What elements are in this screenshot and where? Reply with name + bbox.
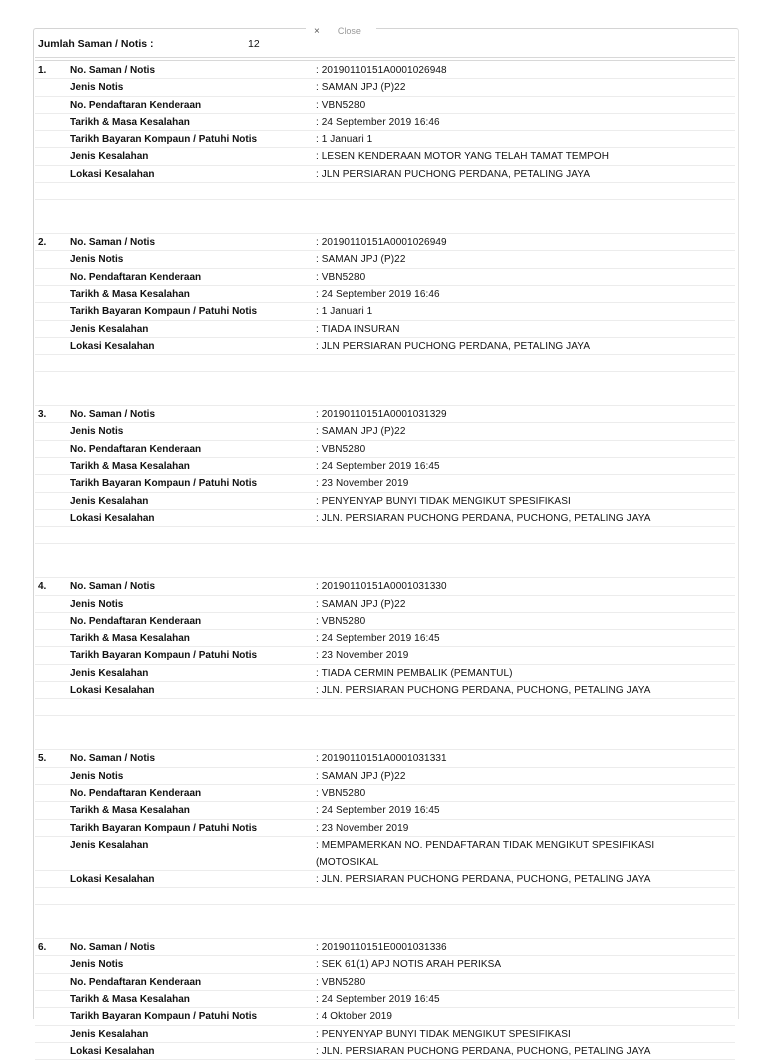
field-label: Tarikh Bayaran Kompaun / Patuhi Notis [70, 1011, 258, 1023]
record-field-row [35, 991, 735, 1008]
field-value: : MEMPAMERKAN NO. PENDAFTARAN TIDAK MENGIKUT SPESIFIKASI (MOTOSIKAL [316, 839, 655, 868]
record-field-row [35, 441, 735, 458]
field-value: : 1 Januari 1 [316, 134, 373, 146]
field-value: : VBN5280 [316, 271, 366, 283]
record-field-row [35, 493, 735, 510]
record-field-row [35, 974, 735, 991]
record-field-row [35, 578, 735, 595]
field-label: No. Pendaftaran Kenderaan [70, 787, 202, 799]
field-label: No. Saman / Notis [70, 65, 156, 76]
field-value: : 20190110151E0001031336 [316, 942, 447, 954]
field-value: : VBN5280 [316, 99, 366, 111]
record-number: 6. [38, 942, 47, 954]
record-number: 5. [38, 753, 47, 765]
field-label: Lokasi Kesalahan [70, 685, 155, 697]
record-field-row [35, 79, 735, 96]
field-label: Tarikh Bayaran Kompaun / Patuhi Notis [70, 650, 258, 662]
field-label: Jenis Kesalahan [70, 839, 149, 851]
field-label: No. Saman / Notis [70, 409, 156, 421]
field-label: Tarikh & Masa Kesalahan [70, 805, 190, 817]
field-label: Tarikh & Masa Kesalahan [70, 116, 190, 128]
field-value: : PENYENYAP BUNYI TIDAK MENGIKUT SPESIFIKASI [316, 495, 571, 507]
field-value: : JLN. PERSIARAN PUCHONG PERDANA, PUCHONG, PETALING JAYA [316, 1045, 651, 1057]
field-label: Tarikh Bayaran Kompaun / Patuhi Notis [70, 822, 258, 834]
record-field-row [35, 475, 735, 492]
record-field-row [35, 131, 735, 148]
record-spacer [35, 699, 735, 716]
record-field-row [35, 1026, 735, 1043]
field-value: : SAMAN JPJ (P)22 [316, 426, 406, 438]
field-label: No. Saman / Notis [70, 581, 156, 593]
record-field-row [35, 665, 735, 682]
field-label: Tarikh & Masa Kesalahan [70, 461, 190, 473]
total-notices-summary [38, 35, 728, 53]
field-value: : SAMAN JPJ (P)22 [316, 770, 406, 782]
field-value: : 24 September 2019 16:45 [316, 633, 440, 645]
record-field-row [35, 768, 735, 785]
record-field-row [35, 234, 735, 251]
record-field-row [35, 956, 735, 973]
field-label: Tarikh Bayaran Kompaun / Patuhi Notis [70, 134, 258, 146]
field-label: Tarikh Bayaran Kompaun / Patuhi Notis [70, 306, 258, 318]
record-field-row [35, 802, 735, 819]
notice-record [35, 750, 735, 939]
record-field-row [35, 114, 735, 131]
notice-records-list [35, 62, 735, 1060]
field-label: Tarikh & Masa Kesalahan [70, 993, 190, 1005]
record-spacer [35, 200, 735, 234]
field-value: : VBN5280 [316, 976, 366, 988]
field-label: Jenis Kesalahan [70, 323, 149, 335]
record-field-row [35, 303, 735, 320]
field-value: : VBN5280 [316, 787, 366, 799]
field-value: : LESEN KENDERAAN MOTOR YANG TELAH TAMAT TEMPOH [316, 151, 610, 163]
field-value: : 4 Oktober 2019 [316, 1011, 393, 1023]
notice-record [35, 406, 735, 578]
field-value: : JLN. PERSIARAN PUCHONG PERDANA, PUCHONG, PETALING JAYA [316, 873, 651, 885]
divider [35, 57, 735, 58]
record-field-row [35, 596, 735, 613]
record-field-row [35, 338, 735, 355]
field-value: : 23 November 2019 [316, 478, 409, 490]
field-value: : VBN5280 [316, 615, 366, 627]
field-value: : TIADA CERMIN PEMBALIK (PEMANTUL) [316, 667, 513, 679]
field-label: Tarikh Bayaran Kompaun / Patuhi Notis [70, 478, 258, 490]
field-label: No. Saman / Notis [70, 942, 156, 954]
field-value: : JLN. PERSIARAN PUCHONG PERDANA, PUCHONG, PETALING JAYA [316, 512, 651, 524]
field-value: : 20190110151A0001031331 [316, 753, 447, 765]
field-label: Jenis Notis [70, 598, 124, 610]
record-field-row [35, 166, 735, 183]
total-notices-label: Jumlah Saman / Notis : [38, 38, 154, 50]
record-field-row [35, 647, 735, 664]
record-field-row [35, 406, 735, 423]
record-field-row [35, 62, 735, 79]
record-field-row [35, 510, 735, 527]
field-label: Jenis Kesalahan [70, 1028, 149, 1040]
notice-record [35, 578, 735, 750]
field-label: Jenis Notis [70, 254, 124, 266]
field-value: : JLN PERSIARAN PUCHONG PERDANA, PETALING JAYA [316, 340, 591, 352]
record-number: 2. [38, 237, 47, 249]
field-label: No. Saman / Notis [70, 237, 156, 249]
field-value: : 24 September 2019 16:45 [316, 461, 440, 473]
record-field-row [35, 269, 735, 286]
record-field-row [35, 837, 735, 871]
field-value: : 24 September 2019 16:46 [316, 288, 440, 300]
record-field-row [35, 321, 735, 338]
record-field-row [35, 682, 735, 699]
field-value: : 23 November 2019 [316, 650, 409, 662]
record-field-row [35, 458, 735, 475]
field-value: : 20190110151A0001031330 [316, 581, 447, 593]
field-label: No. Pendaftaran Kenderaan [70, 443, 202, 455]
field-label: Jenis Notis [70, 959, 124, 971]
field-label: Jenis Kesalahan [70, 151, 149, 163]
close-icon[interactable]: × [314, 25, 320, 37]
field-label: Lokasi Kesalahan [70, 512, 155, 524]
record-spacer [35, 888, 735, 905]
record-field-row [35, 251, 735, 268]
record-field-row [35, 939, 735, 956]
field-label: Lokasi Kesalahan [70, 168, 155, 180]
record-field-row [35, 630, 735, 647]
record-field-row [35, 613, 735, 630]
field-label: No. Pendaftaran Kenderaan [70, 976, 202, 988]
field-label: Tarikh & Masa Kesalahan [70, 288, 190, 300]
field-value: : JLN PERSIARAN PUCHONG PERDANA, PETALING JAYA [316, 168, 591, 180]
field-value: : PENYENYAP BUNYI TIDAK MENGIKUT SPESIFIKASI [316, 1028, 571, 1040]
record-number: 1. [38, 65, 47, 76]
record-spacer [35, 372, 735, 406]
record-field-row [35, 820, 735, 837]
field-value: : 20190110151A0001031329 [316, 409, 447, 421]
record-field-row [35, 97, 735, 114]
field-value: : SAMAN JPJ (P)22 [316, 82, 406, 94]
record-field-row [35, 423, 735, 440]
field-value: : 20190110151A0001026949 [316, 237, 447, 249]
field-value: : SAMAN JPJ (P)22 [316, 598, 406, 610]
field-value: : TIADA INSURAN [316, 323, 400, 335]
field-label: Jenis Notis [70, 82, 124, 94]
field-value: : 20190110151A0001026948 [316, 65, 447, 76]
field-label: Tarikh & Masa Kesalahan [70, 633, 190, 645]
field-label: No. Pendaftaran Kenderaan [70, 271, 202, 283]
field-label: Jenis Kesalahan [70, 667, 149, 679]
field-value: : JLN. PERSIARAN PUCHONG PERDANA, PUCHONG, PETALING JAYA [316, 685, 651, 697]
record-field-row [35, 1043, 735, 1060]
record-field-row [35, 785, 735, 802]
record-spacer [35, 716, 735, 750]
record-spacer [35, 355, 735, 372]
notice-record [35, 234, 735, 406]
notice-record [35, 62, 735, 234]
record-number: 3. [38, 409, 47, 421]
record-field-row [35, 871, 735, 888]
field-label: Jenis Notis [70, 770, 124, 782]
field-value: : 23 November 2019 [316, 822, 409, 834]
field-label: Jenis Notis [70, 426, 124, 438]
field-value: : 24 September 2019 16:46 [316, 116, 440, 128]
field-label: Lokasi Kesalahan [70, 340, 155, 352]
record-spacer [35, 905, 735, 939]
field-label: No. Saman / Notis [70, 753, 156, 765]
field-label: Jenis Kesalahan [70, 495, 149, 507]
record-field-row [35, 1008, 735, 1025]
close-label[interactable]: Close [337, 26, 361, 36]
total-notices-count: 12 [248, 38, 260, 50]
field-value: : SEK 61(1) APJ NOTIS ARAH PERIKSA [316, 959, 502, 971]
record-field-row [35, 286, 735, 303]
field-label: Lokasi Kesalahan [70, 1045, 155, 1057]
record-spacer [35, 527, 735, 544]
record-number: 4. [38, 581, 47, 593]
record-field-row [35, 750, 735, 767]
field-label: No. Pendaftaran Kenderaan [70, 615, 202, 627]
divider [35, 60, 735, 61]
field-value: : 24 September 2019 16:45 [316, 993, 440, 1005]
record-spacer [35, 183, 735, 200]
field-value: : VBN5280 [316, 443, 366, 455]
field-value: : SAMAN JPJ (P)22 [316, 254, 406, 266]
field-value: : 1 Januari 1 [316, 306, 373, 318]
field-label: Lokasi Kesalahan [70, 873, 155, 885]
record-spacer [35, 544, 735, 578]
field-value: : 24 September 2019 16:45 [316, 805, 440, 817]
record-field-row [35, 148, 735, 165]
notice-record [35, 939, 735, 1060]
field-label: No. Pendaftaran Kenderaan [70, 99, 202, 111]
